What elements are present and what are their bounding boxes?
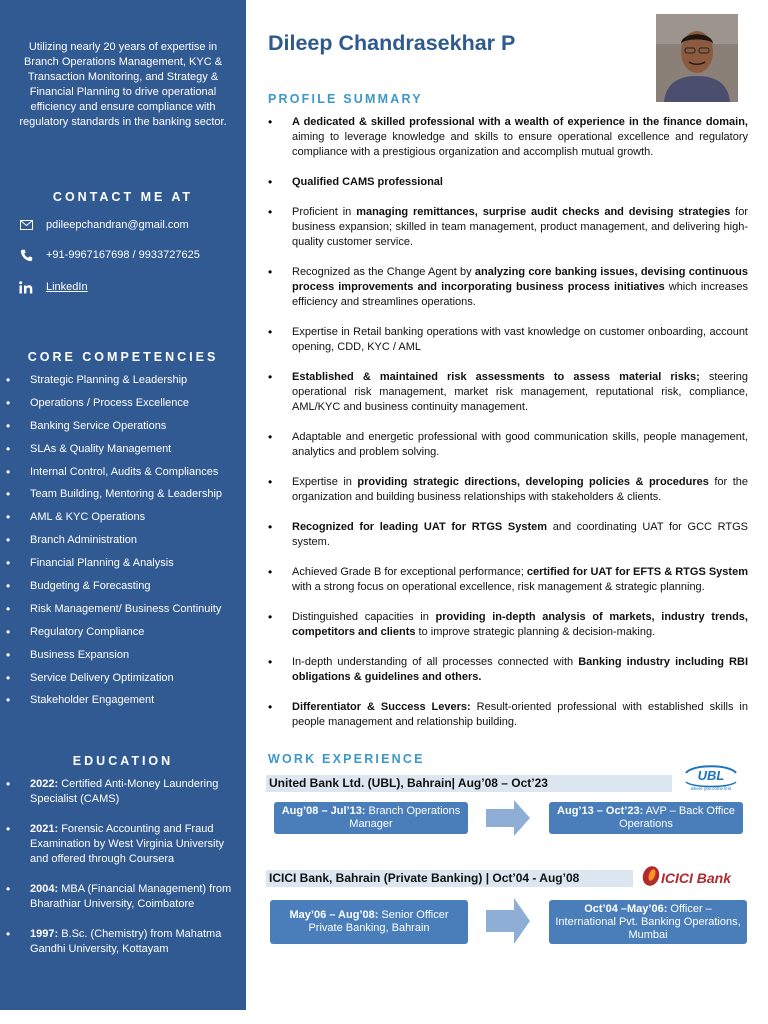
profile-bullet [268,655,748,685]
profile-bullet [268,700,748,730]
bullet-text: Result-oriented professional with established skills in people management and relationship building. [292,701,748,728]
bullet-text: aiming to leverage knowledge and skills to ensure operational excellence and regulatory compliance with a prestigious organization and accomplish mutual growth. [292,131,748,158]
list-item: • Operations / Process Excellence [0,396,222,419]
bullet-text: for the organization and building business relationships with stakeholders & clients. [292,476,749,503]
role-box [549,900,747,944]
profile-bullet [268,325,748,355]
list-item: • Regulatory Compliance [0,625,222,648]
contact-heading: CONTACT ME AT [52,190,194,204]
competencies-heading: CORE COMPETENCIES [27,350,219,364]
bullet-text: for business expansion; skilled in team management, product management, and delivering high-quality customer service. [292,206,748,248]
bullet-bold-text: Qualified CAMS professional [292,176,443,188]
email-text[interactable]: pdileepchandran@gmail.com [46,219,189,231]
list-item: • Strategic Planning & Leadership [0,373,222,396]
competencies-list [0,373,222,716]
bullet-text: Achieved Grade B for exceptional performance; [292,566,527,578]
profile-bullet [268,370,748,415]
role-text [553,805,739,831]
bullet-bold-text: providing strategic directions, developing policies & procedures [357,476,709,488]
bullet-text: Expertise in [292,476,358,488]
phone-icon [18,248,34,262]
profile-intro: Utilizing nearly 20 years of expertise in Branch Operations Management, KYC & Transaction Monitoring, and Strategy & Financial Planning to drive operational efficiency and ensure compliance with regulatory standards in the banking sector. [19,41,227,128]
list-item: • Branch Administration [0,533,222,556]
list-item: • Service Delivery Optimization [0,671,222,694]
profile-bullet [268,520,748,550]
bullet-bold-text: Differentiator & Success Levers: [292,701,471,713]
role-title: Senior Officer Private Banking, Bahrain [308,909,449,934]
list-item: • Banking Service Operations [0,419,222,442]
role-period: Aug’13 – Oct’23: [557,805,644,817]
education-item [0,777,246,807]
list-item: • Financial Planning & Analysis [0,556,222,579]
list-item: • Risk Management/ Business Continuity [0,602,222,625]
role-period: Oct’04 –May’06: [584,902,668,915]
role-title: Officer – International Pvt. Banking Operations, Mumbai [555,902,741,941]
bullet-bold-text: certified for UAT for EFTS & RTGS System [526,566,748,578]
list-item: • SLAs & Quality Management [0,442,222,465]
bullet-bold-text: analyzing core banking issues, devising continuous process improvements and incorporating business process initiatives [292,266,748,293]
profile-heading: PROFILE SUMMARY [268,92,423,106]
bullet-bold-text: providing in-depth analysis of markets, industry trends, competitors and clients [292,611,748,638]
role-period: May’06 – Aug’08: [289,909,379,921]
bullet-text: to improve strategic planning & decision-making. [415,626,656,638]
contact-linkedin [18,280,88,294]
role-text [278,805,464,831]
phone-text[interactable]: +91-9967167698 / 9933727625 [46,249,200,261]
education-year: 2021: [30,823,59,835]
bullet-bold-text: managing remittances, surprise audit checks and devising strategies [356,206,731,218]
bullet-text: and coordinating UAT for GCC RTGS system. [292,521,748,548]
linkedin-icon [18,280,34,294]
bullet-bold-text: Recognized for leading UAT for RTGS System [292,521,548,533]
role-box [549,802,743,834]
profile-bullet [268,610,748,640]
ubl-logo-text: UBL [697,768,725,783]
mail-icon [18,218,34,232]
list-item: • AML & KYC Operations [0,510,222,533]
role-text [274,909,464,935]
linkedin-link[interactable]: LinkedIn [46,281,88,293]
profile-bullet [268,430,748,460]
bullet-text: with a strong focus on operational excellence, risk management & strategic planning. [292,581,705,593]
role-period: Aug’08 – Jul’13: [281,805,366,817]
bullet-text: which increases efficiency and streamlines operations. [292,281,748,308]
profile-bullet [268,115,748,160]
list-item: • Business Expansion [0,648,222,671]
profile-bullet [268,265,748,310]
list-item: • Internal Control, Audits & Compliances [0,465,222,488]
list-item: • Budgeting & Forecasting [0,579,222,602]
job-title-bar: ICICI Bank, Bahrain (Private Banking) | Oct’04 - Aug’08 [266,870,633,887]
education-heading: EDUCATION [72,754,174,768]
profile-bullet [268,565,748,595]
education-item [0,882,246,912]
role-title: Branch Operations Manager [349,805,461,830]
role-text [553,903,743,942]
profile-bullet [268,475,748,505]
profile-list [268,115,748,745]
candidate-name: Dileep Chandrasekhar P [268,31,516,55]
profile-bullet [268,205,748,250]
bullet-text: In-depth understanding of all processes connected with [292,656,579,668]
bullet-bold-text: A dedicated & skilled professional with a wealth of experience in the finance domain, [292,116,748,128]
education-year: 1997: [30,928,59,940]
work-heading: WORK EXPERIENCE [268,752,425,766]
role-box [270,900,468,944]
arrow-right-icon [486,898,532,944]
education-item [0,822,246,867]
role-title: AVP – Back Office Operations [619,805,735,830]
education-list [0,777,246,972]
bullet-text: Expertise in Retail banking operations with vast knowledge on customer onboarding, account opening, CDD, KYC / AML [292,326,748,353]
education-year: 2004: [30,883,59,895]
bullet-text: Proficient in [292,206,357,218]
job-title-bar: United Bank Ltd. (UBL), Bahrain| Aug’08 – Oct’23 [266,775,672,792]
list-item: • Team Building, Mentoring & Leadership [0,487,222,510]
bullet-bold-text: Established & maintained risk assessments to assess material risks; [292,371,700,383]
profile-bullet [268,175,748,190]
ubl-logo-tagline: where you come first [690,786,732,791]
role-box [274,802,468,834]
bullet-text: Adaptable and energetic professional with good communication skills, people management, analytics and problem solving. [292,431,748,458]
sidebar [0,0,246,1010]
education-item [0,927,246,957]
bullet-bold-text: Banking industry including RBI obligations & guidelines and others. [292,656,748,683]
education-text: Forensic Accounting and Fraud Examination by West Virginia University and offered through Coursera [30,823,225,865]
icici-logo-text: ICICI Bank [661,870,732,886]
education-text: B.Sc. (Chemistry) from Mahatma Gandhi University, Kottayam [30,928,222,955]
bullet-text: steering operational risk management, market risk management, reputational risk, compliance, AML/KYC and business continuity management. [292,371,748,413]
education-text: MBA (Financial Management) from Bharathiar University, Coimbatore [30,883,232,910]
education-text: Certified Anti-Money Laundering Specialist (CAMS) [30,778,219,805]
list-item: • Stakeholder Engagement [0,693,222,716]
profile-photo [656,14,738,102]
bullet-text: Distinguished capacities in [292,611,436,623]
contact-email [18,218,189,232]
contact-phone [18,248,200,262]
arrow-right-icon [486,800,532,836]
education-year: 2022: [30,778,59,790]
ubl-logo [682,763,740,791]
bullet-text: Recognized as the Change Agent by [292,266,475,278]
icici-logo [640,864,740,888]
